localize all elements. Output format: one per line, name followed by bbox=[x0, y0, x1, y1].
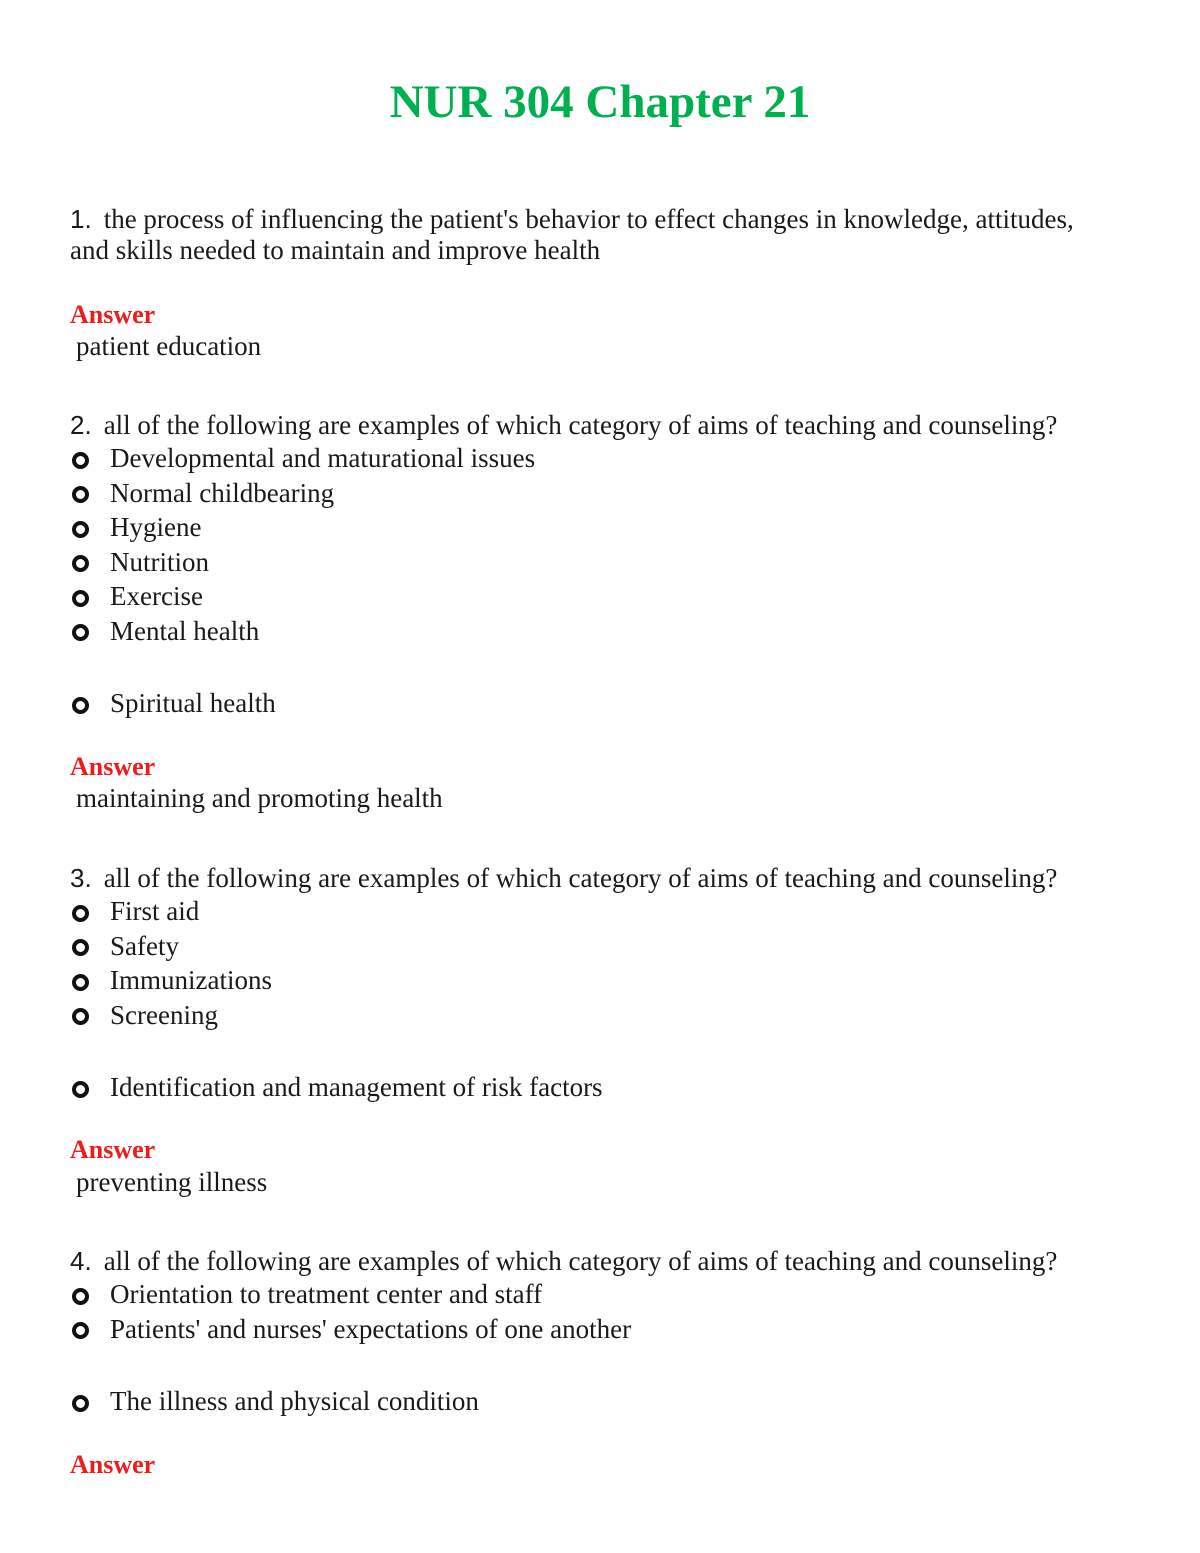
question-text-line: all of the following are examples of which category of aims of teaching and counseling? bbox=[103, 1246, 1058, 1276]
question-number: 1. bbox=[70, 204, 92, 234]
list-item-text: Screening bbox=[110, 999, 218, 1030]
question-number: 4. bbox=[70, 1246, 92, 1276]
circle-bullet-icon bbox=[72, 905, 89, 922]
circle-bullet-icon bbox=[72, 452, 89, 469]
bullet-list bbox=[70, 894, 1150, 1105]
list-item-text: Safety bbox=[110, 930, 179, 961]
question-4-prompt bbox=[70, 1246, 1150, 1277]
answer-label: Answer bbox=[70, 1135, 156, 1164]
list-item bbox=[70, 510, 1150, 545]
circle-bullet-icon bbox=[72, 1008, 89, 1025]
list-item-text: Patients' and nurses' expectations of one another bbox=[110, 1313, 632, 1344]
list-item-text: Normal childbearing bbox=[110, 477, 335, 508]
list-item-text: Hygiene bbox=[110, 512, 202, 542]
question-text-line: all of the following are examples of which category of aims of teaching and counseling? bbox=[103, 410, 1058, 440]
list-item bbox=[70, 579, 1150, 614]
answer-label: Answer bbox=[70, 300, 156, 329]
list-item bbox=[70, 1277, 1150, 1312]
list-item-text: Immunizations bbox=[110, 965, 272, 995]
list-item-text: The illness and physical condition bbox=[110, 1386, 479, 1416]
circle-bullet-icon bbox=[72, 1322, 89, 1339]
circle-bullet-icon bbox=[72, 697, 89, 714]
list-item-text: First aid bbox=[110, 896, 200, 926]
circle-bullet-icon bbox=[72, 1288, 89, 1305]
list-item bbox=[70, 441, 1150, 476]
circle-bullet-icon bbox=[72, 1081, 89, 1098]
list-item-text: Identification and management of risk factors bbox=[110, 1072, 603, 1102]
list-item-text: Nutrition bbox=[110, 546, 209, 577]
question-2-prompt bbox=[70, 410, 1150, 441]
answer-text: patient education bbox=[76, 331, 262, 361]
circle-bullet-icon bbox=[72, 521, 89, 538]
circle-bullet-icon bbox=[72, 590, 89, 607]
bullet-list bbox=[70, 1277, 1150, 1419]
list-item bbox=[70, 614, 1150, 649]
list-item bbox=[70, 476, 1150, 511]
question-text-line: and skills needed to maintain and improve health bbox=[70, 235, 601, 265]
page-title: NUR 304 Chapter 21 bbox=[389, 76, 811, 128]
question-number: 2. bbox=[70, 410, 92, 440]
question-3-prompt bbox=[70, 863, 1150, 894]
circle-bullet-icon bbox=[72, 974, 89, 991]
list-item bbox=[70, 1384, 1150, 1419]
list-item bbox=[70, 545, 1150, 580]
circle-bullet-icon bbox=[72, 939, 89, 956]
circle-bullet-icon bbox=[72, 1395, 89, 1412]
bullet-list bbox=[70, 441, 1150, 721]
answer-label: Answer bbox=[70, 752, 156, 781]
circle-bullet-icon bbox=[72, 624, 89, 641]
question-text-line: the process of influencing the patient's behavior to effect changes in knowledge, attitudes, bbox=[103, 204, 1074, 234]
circle-bullet-icon bbox=[72, 555, 89, 572]
list-item bbox=[70, 929, 1150, 964]
list-item-text: Orientation to treatment center and staff bbox=[110, 1279, 543, 1309]
answer-label: Answer bbox=[70, 1450, 156, 1479]
question-3 bbox=[70, 863, 1150, 1105]
list-item bbox=[70, 963, 1150, 998]
question-4 bbox=[70, 1246, 1150, 1419]
list-item-text: Exercise bbox=[110, 581, 203, 611]
question-text-line: all of the following are examples of which category of aims of teaching and counseling? bbox=[103, 863, 1058, 893]
list-item bbox=[70, 998, 1150, 1033]
list-item-text: Spiritual health bbox=[110, 688, 276, 718]
list-item-text: Developmental and maturational issues bbox=[110, 443, 536, 473]
circle-bullet-icon bbox=[72, 486, 89, 503]
list-item-text: Mental health bbox=[110, 615, 260, 646]
list-item bbox=[70, 686, 1150, 721]
list-item bbox=[70, 1312, 1150, 1347]
question-1 bbox=[70, 204, 1150, 266]
question-1-prompt bbox=[70, 204, 1150, 235]
question-number: 3. bbox=[70, 863, 92, 893]
answer-text: preventing illness bbox=[76, 1167, 268, 1197]
answer-text: maintaining and promoting health bbox=[76, 783, 443, 813]
list-item bbox=[70, 1070, 1150, 1105]
list-item bbox=[70, 894, 1150, 929]
question-2 bbox=[70, 410, 1150, 721]
